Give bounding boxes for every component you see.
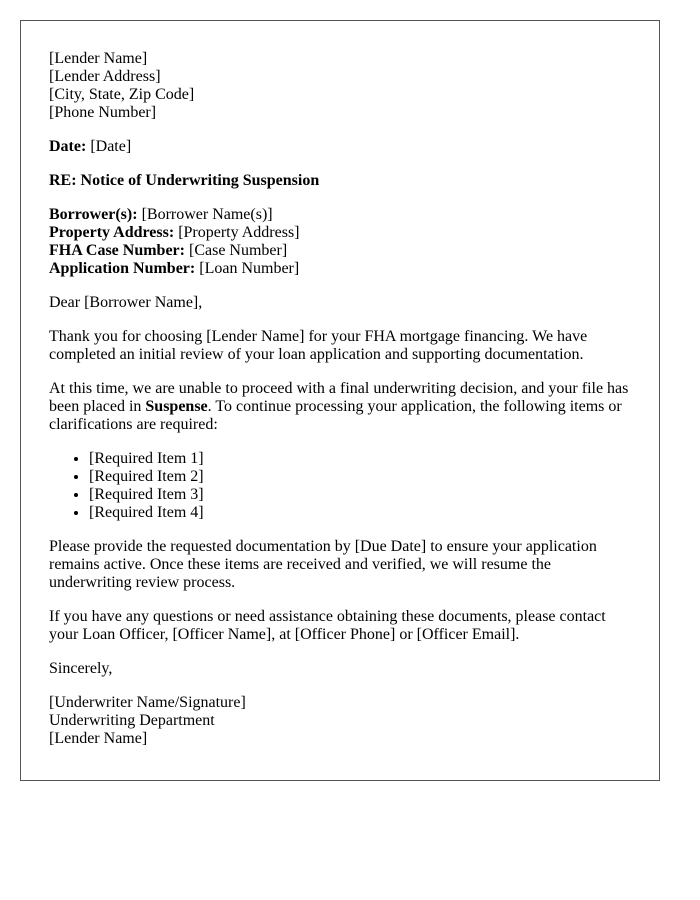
subject-text: RE: Notice of Underwriting Suspension (49, 172, 320, 189)
detail-value: [Borrower Name(s)] (141, 206, 273, 223)
detail-label: Property Address: (49, 224, 175, 241)
detail-value: [Property Address] (178, 224, 300, 241)
list-item: • [Required Item 4] (89, 504, 631, 522)
required-items-list (49, 450, 631, 522)
paragraph-suspense (49, 380, 631, 434)
detail-application-number (49, 260, 631, 278)
detail-label: Application Number: (49, 260, 196, 277)
detail-value: [Case Number] (188, 242, 288, 259)
paragraph-due-date: Please provide the requested documentation by [Due Date] to ensure your application remains active. Once these items are received and verified, we will resume the underwriting review process. (49, 538, 597, 591)
detail-label: Borrower(s): (49, 206, 138, 223)
date-value: [Date] (90, 138, 132, 155)
paragraph-suspense-after: . To continue processing your application, the following items or clarifications are required: (49, 398, 622, 433)
detail-property-address (49, 224, 631, 242)
loan-details (49, 206, 631, 278)
subject-line (49, 172, 631, 190)
detail-fha-case-number (49, 242, 631, 260)
salutation (49, 294, 631, 312)
closing-text: Sincerely, (49, 660, 113, 677)
detail-label: FHA Case Number: (49, 242, 185, 259)
lender-name: [Lender Name] (49, 50, 148, 67)
salutation-text: Dear [Borrower Name], (49, 294, 203, 311)
lender-phone: [Phone Number] (49, 104, 157, 121)
list-item: • [Required Item 2] (89, 468, 631, 486)
paragraph-contact: If you have any questions or need assistance obtaining these documents, please contact your Loan Officer, [Officer Name], at [Officer Phone] or [Officer Email]. (49, 608, 606, 643)
signature-department: Underwriting Department (49, 712, 215, 729)
date-line (49, 138, 631, 156)
lender-address: [Lender Address] (49, 68, 161, 85)
date-label: Date: (49, 138, 87, 155)
detail-borrowers (49, 206, 631, 224)
sender-address-block (49, 50, 631, 122)
lender-city-state-zip: [City, State, Zip Code] (49, 86, 195, 103)
letter-document (20, 20, 660, 781)
paragraph-suspense-before: At this time, we are unable to proceed with a final underwriting decision, and your file has been placed in (49, 380, 629, 415)
suspense-emphasis: Suspense (145, 398, 208, 415)
signature-lender: [Lender Name] (49, 730, 148, 747)
closing (49, 660, 631, 678)
paragraph-intro: Thank you for choosing [Lender Name] for your FHA mortgage financing. We have completed an initial review of your loan application and supporting documentation. (49, 328, 588, 363)
list-item: • [Required Item 1] (89, 450, 631, 468)
signature-block (49, 694, 631, 748)
list-item: • [Required Item 3] (89, 486, 631, 504)
detail-value: [Loan Number] (199, 260, 300, 277)
signature-name: [Underwriter Name/Signature] (49, 694, 246, 711)
